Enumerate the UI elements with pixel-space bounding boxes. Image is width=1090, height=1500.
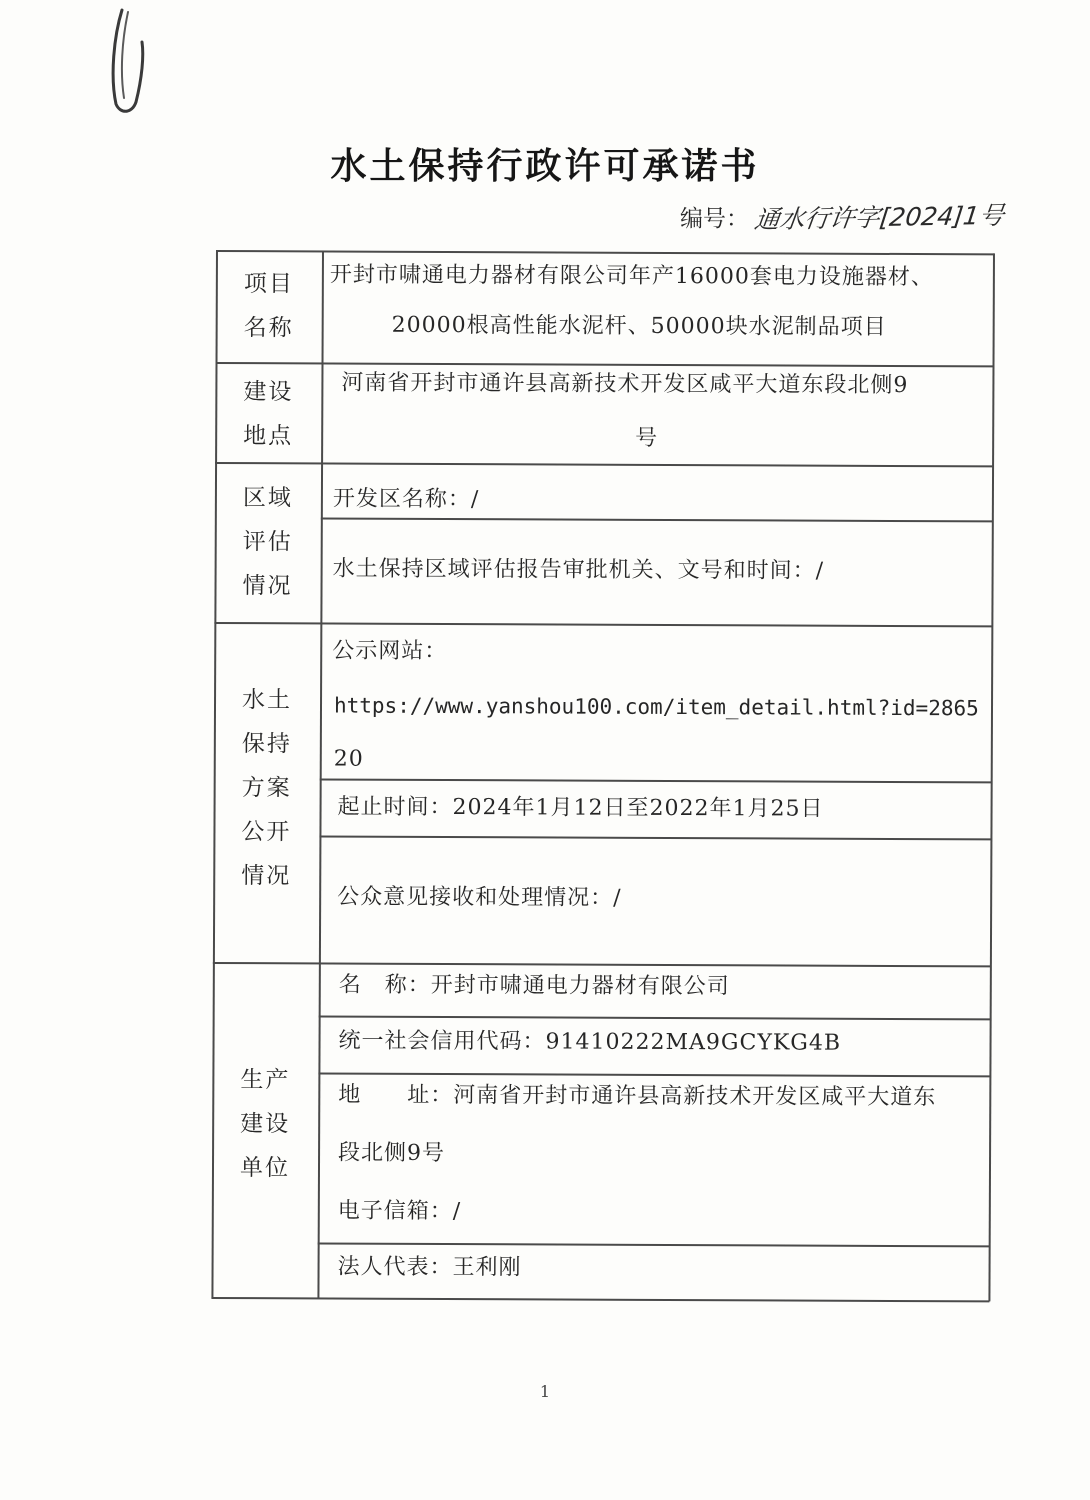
unit-address-line1: 地 址：河南省开封市通许县高新技术开发区咸平大道东: [338, 1082, 937, 1111]
project-name-line1: 开封市啸通电力器材有限公司年产16000套电力设施器材、: [329, 262, 934, 291]
unit-email: 电子信箱：/: [337, 1198, 462, 1225]
paperclip-icon: [108, 6, 168, 116]
document-title: 水土保持行政许可承诺书: [330, 145, 760, 187]
public-opinions: 公众意见接收和处理情况：/: [337, 884, 622, 911]
commitment-table: [211, 250, 996, 1303]
location-line2: 号: [635, 425, 659, 451]
location-line1: 河南省开封市通许县高新技术开发区咸平大道东段北侧9: [341, 370, 909, 399]
disclosure-label: 水土 保持 方案 公开 情况: [241, 687, 293, 890]
website-url-line1: https://www.yanshou100.com/item_detail.html?id=2865: [333, 693, 979, 721]
serial-label: 编号：: [680, 206, 749, 232]
project-name-line2: 20000根高性能水泥杆、50000块水泥制品项目: [391, 312, 887, 340]
unit-name: 名 称：开封市啸通电力器材有限公司: [338, 972, 730, 1000]
serial-number: [680, 198, 1004, 234]
serial-value-handwritten: 通水行许字[2024]1号: [752, 200, 1006, 235]
website-url-line2: 20: [333, 746, 364, 772]
construction-unit-label: 生产 建设 单位: [239, 1067, 291, 1182]
unit-address-line2: 段北侧9号: [338, 1140, 446, 1167]
dev-zone-name: 开发区名称：/: [332, 486, 480, 513]
page-number: 1: [539, 1382, 551, 1401]
disclosure-period: 起止时间：2024年1月12日至2022年1月25日: [337, 794, 824, 822]
unit-credit-code: 统一社会信用代码：91410222MA9GCYKG4B: [338, 1028, 842, 1056]
location-label: 建设 地点: [243, 379, 294, 450]
assessment-approval: 水土保持区域评估报告审批机关、文号和时间：/: [332, 556, 825, 584]
regional-assessment-label: 区域 评估 情况: [242, 485, 293, 600]
project-name-label: 项目 名称: [243, 271, 294, 342]
website-label: 公示网站：: [332, 638, 448, 665]
unit-legal-rep: 法人代表：王利刚: [337, 1254, 522, 1281]
